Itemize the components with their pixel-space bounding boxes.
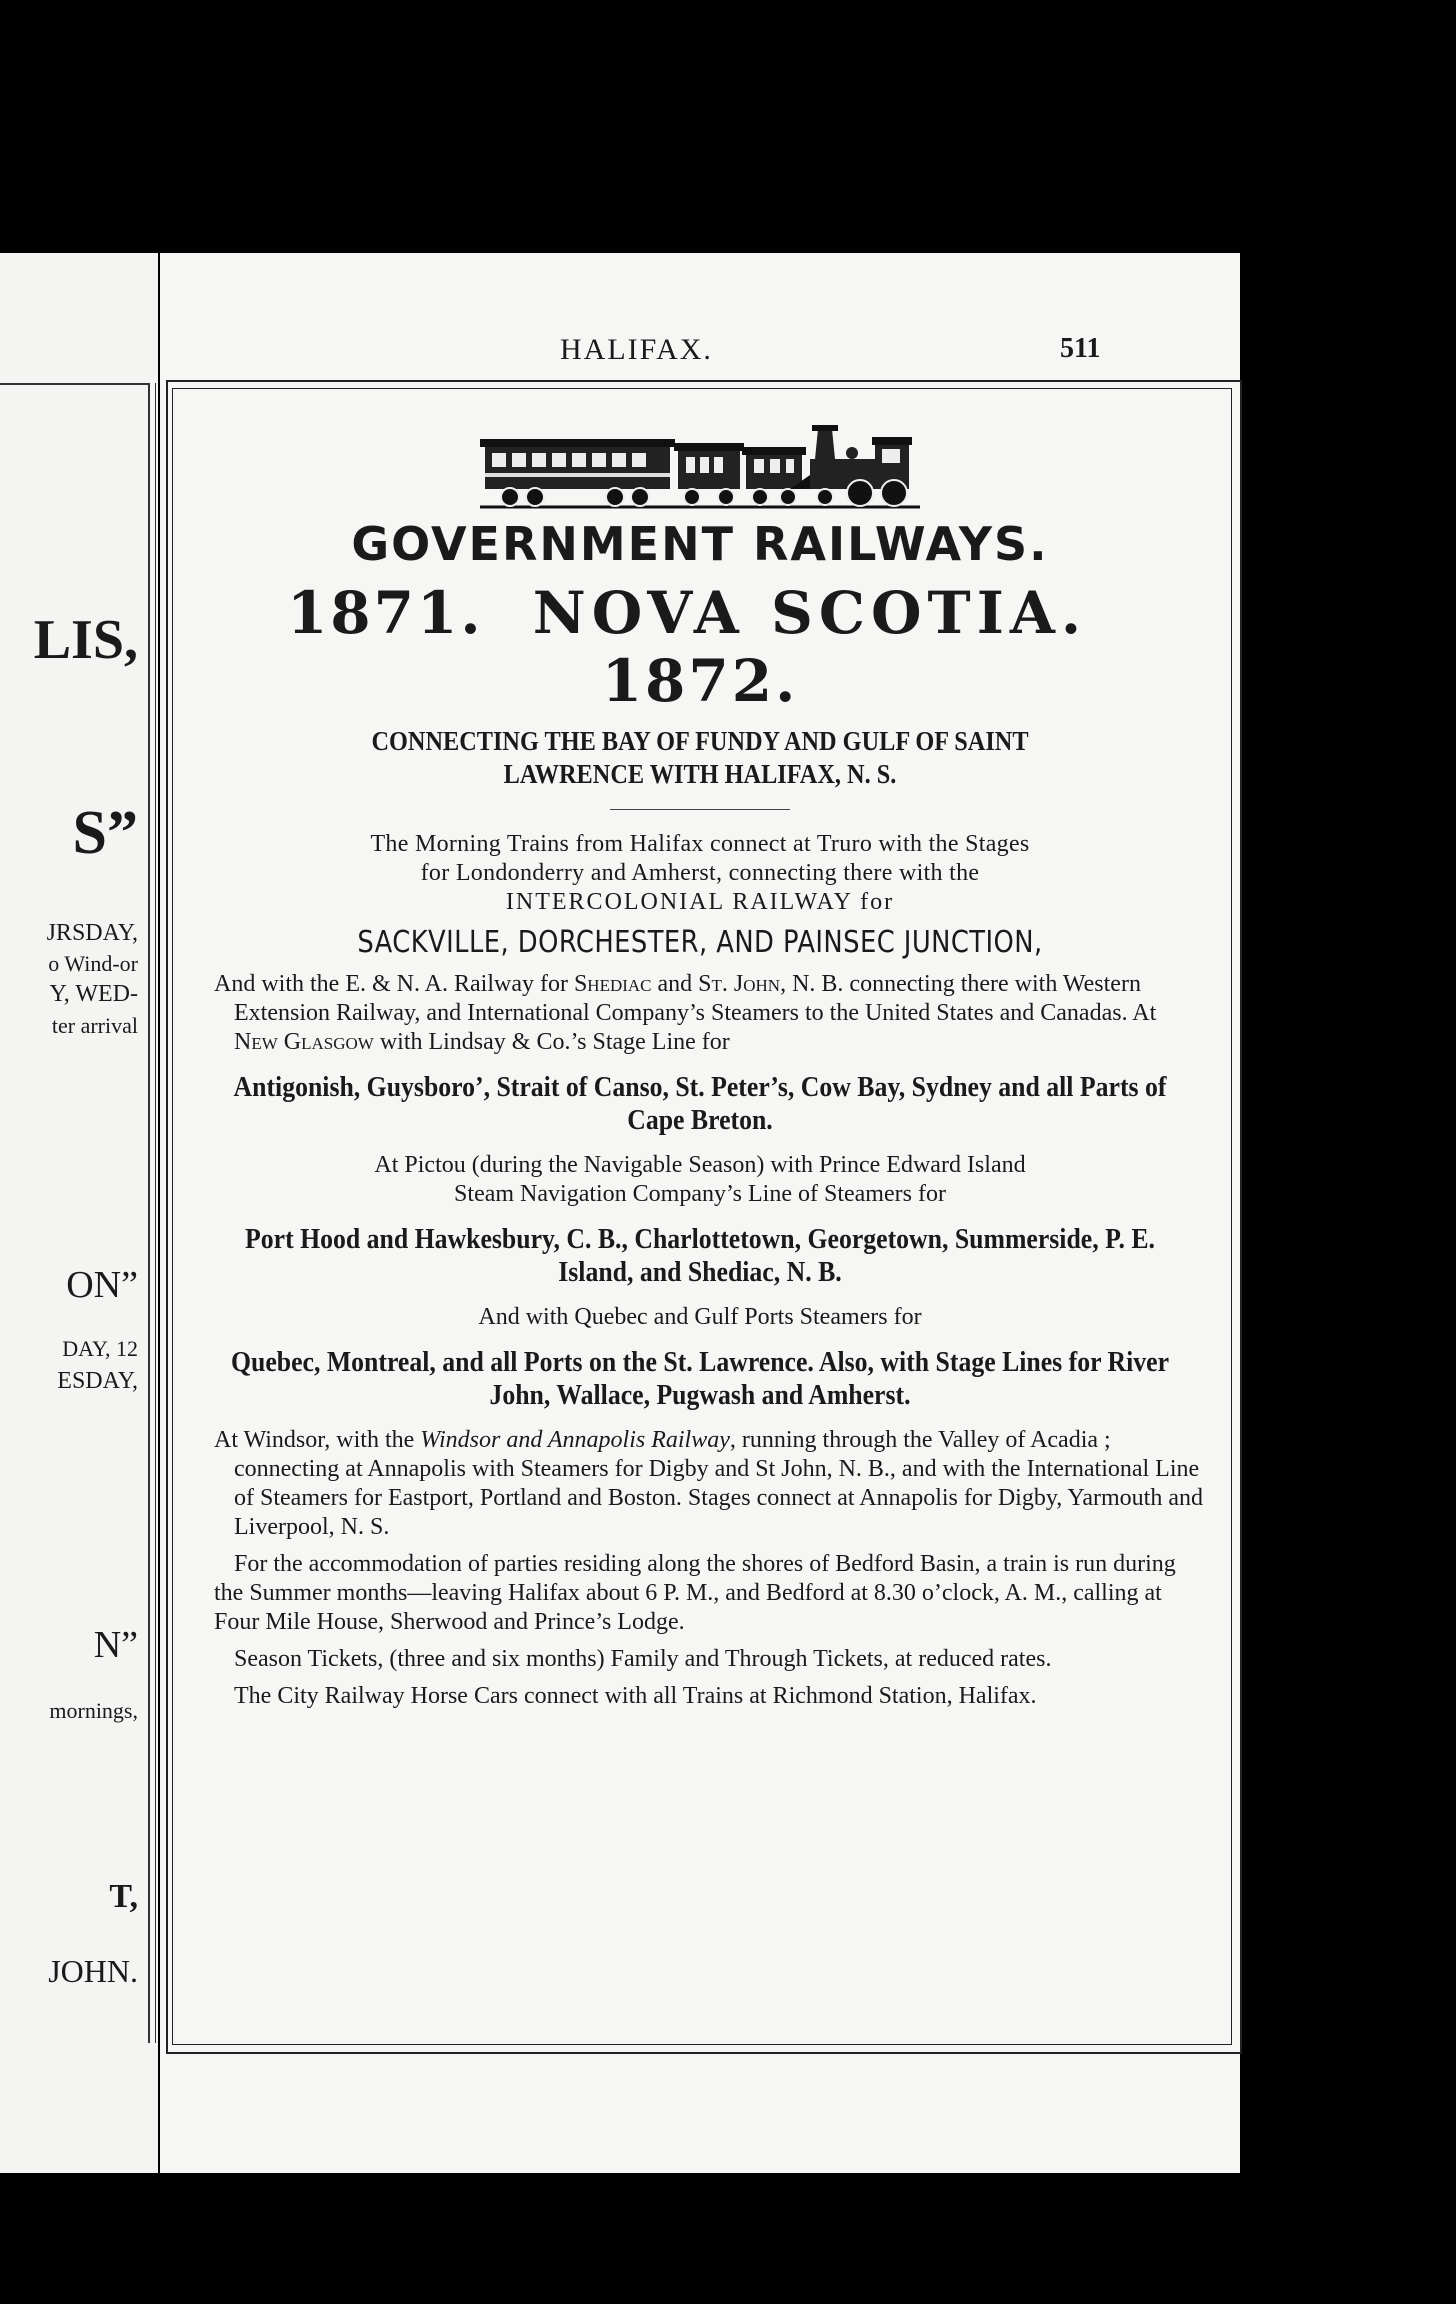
text-run: New Glasgow (234, 1029, 374, 1055)
left-fragment: N” (93, 1624, 138, 1666)
text-run: and (651, 971, 699, 997)
year-end: 1872. (601, 647, 799, 715)
season-tickets-paragraph: Season Tickets, (three and six months) Family and Through Tickets, at reduced rates. (234, 1646, 1052, 1672)
text-run: , running through the Valley of Acadia ; connecting at Annapolis with Steamers for Digby and St John, N. B., and with the International Line of Steamers for Eastport, Portland and Boston. Stages connect at Annapolis for Digby, Yarmouth and Liverpool, N. S. (234, 1427, 1203, 1540)
year-start: 1871. (286, 579, 484, 647)
left-fragment: JOHN. (48, 1953, 138, 1989)
left-fragment: o Wind-or (48, 951, 138, 976)
windsor-paragraph (180, 1426, 1220, 1542)
subheading (232, 725, 1168, 791)
divider-rule (610, 809, 790, 810)
left-fragment: Y, WED- (49, 981, 138, 1007)
left-fragment: ESDAY, (57, 1368, 138, 1394)
text-line: The Morning Trains from Halifax connect at Truro with the Stages (370, 831, 1030, 857)
truro-connection (180, 830, 1220, 917)
horse-cars-paragraph: The City Railway Horse Cars connect with all Trains at Richmond Station, Halifax. (234, 1683, 1037, 1709)
text-run: St. John (698, 971, 781, 997)
book-page (160, 253, 1240, 2173)
left-fragment: mornings, (49, 1698, 138, 1723)
pei-destinations: Port Hood and Hawkesbury, C. B., Charlottetown, Georgetown, Summerside, P. E. Island, and Shediac, N. B. (245, 1224, 1155, 1288)
text-line: for Londonderry and Amherst, connecting there with the (420, 860, 980, 886)
bedford-paragraph: For the accommodation of parties residing along the shores of Bedford Basin, a train is run during the Summer months—leaving Halifax about 6 P. M., and Bedford at 8.30 o’clock, A. M., calling at Four Mile House, Sherwood and Prince’s Lodge. (214, 1551, 1176, 1635)
text-run: , N. B. connecting there with Western Extension Railway, and International Company’s Steamers to the United States and Canadas. At (234, 971, 1157, 1026)
advertisement (180, 423, 1220, 1711)
train-engraving-icon (480, 423, 920, 513)
running-head-title: HALIFAX. (560, 333, 713, 366)
left-fragment: S” (72, 799, 138, 867)
left-fragment: JRSDAY, (46, 920, 138, 946)
ad-headline: GOVERNMENT RAILWAYS. (351, 517, 1049, 571)
previous-page-fragment (0, 253, 158, 2173)
left-fragment: T, (109, 1878, 138, 1915)
running-head (160, 333, 1240, 373)
cape-breton-destinations: Antigonish, Guysboro’, Strait of Canso, St. Peter’s, Cow Bay, Sydney and all Parts of Cape Breton. (233, 1072, 1167, 1136)
text-run: And with the E. & N. A. Railway for (214, 971, 574, 997)
sackville-destinations: SACKVILLE, DORCHESTER, AND PAINSEC JUNCTION, (357, 925, 1043, 960)
left-page-border-inner (155, 383, 156, 2043)
text-run: At Windsor, with the (214, 1427, 421, 1453)
region-title: NOVA SCOTIA. (532, 579, 1088, 647)
left-fragment: ON” (66, 1264, 138, 1306)
quebec-destinations: Quebec, Montreal, and all Ports on the St. Lawrence. Also, with Stage Lines for River John, Wallace, Pugwash and Amherst. (230, 1347, 1170, 1411)
left-fragment: LIS, (33, 609, 138, 671)
text-run: with Lindsay & Co.’s Stage Line for (373, 1029, 730, 1055)
text-line: Steam Navigation Company’s Line of Steamers for (454, 1181, 946, 1207)
subheading-line: LAWRENCE WITH HALIFAX, N. S. (503, 759, 897, 789)
text-line: At Pictou (during the Navigable Season) with Prince Edward Island (374, 1152, 1026, 1178)
text-run: Windsor and Annapolis Railway (420, 1427, 730, 1453)
page-number: 511 (1060, 333, 1101, 364)
left-fragment: DAY, 12 (62, 1336, 138, 1361)
left-fragment: ter arrival (51, 1013, 138, 1038)
quebec-intro: And with Quebec and Gulf Ports Steamers for (478, 1304, 922, 1330)
pictou-paragraph (180, 1151, 1220, 1209)
years-line (180, 579, 1220, 715)
text-line: INTERCOLONIAL RAILWAY for (505, 889, 895, 915)
left-page-border (148, 383, 150, 2043)
en-a-railway-paragraph (180, 970, 1220, 1057)
subheading-line: CONNECTING THE BAY OF FUNDY AND GULF OF SAINT (371, 726, 1029, 756)
left-page-rule (0, 383, 148, 385)
text-run: Shediac (573, 971, 652, 997)
